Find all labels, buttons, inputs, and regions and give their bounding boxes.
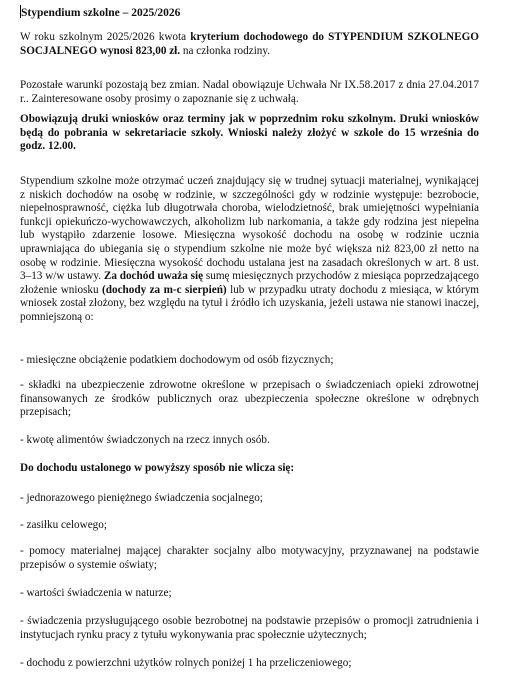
excluded-heading: Do dochodu ustalonego w powyższy sposób nie wlicza się:	[20, 462, 295, 474]
excluded-item: - wartości świadczenia w naturze;	[20, 587, 172, 599]
excluded-item: - jednorazowego pieniężnego świadczenia socjalnego;	[20, 492, 263, 504]
main-paragraph: Stypendium szkolne może otrzymać uczeń znajdujący się w trudnej sytuacji materialnej, wynikającej z niskich dochodów na osobę w rodzinie, w szczególności gdy w rodzinie występuje: bezrobocie, niepełnosprawność, ciężka lub długotrwała choroba, wielodzietność, brak umiejętności wypełniania funkcji opiekuńczo-wychowawczych, alkoholizm lub narkomania, a także gdy rodzina jest niepełna lub wystąpiło zdarzenie losowe. Miesięczna wysokość dochodu na osobę w rodzinie ucznia uprawniająca do ubiegania się o stypendium szkolne nie może być większa niż 823,00 zł netto na osobę w rodzinie. Miesięczna wysokość dochodu ustalana jest na zasadach określonych w art. 8 ust. 3–13 w/w ustawy. Za dochód uważa się sumę miesięcznych przychodów z miesiąca poprzedzającego złożenie wniosku (dochody za m-c sierpień) lub w przypadku utraty dochodu z miesiąca, w którym wniosek został złożony, bez względu na tytuł i źródło ich uzyskania, jeżeli ustawa nie stanowi inaczej, pomniejszoną o:	[20, 175, 479, 323]
deadline-paragraph: Obowiązują druki wniosków oraz terminy jak w poprzednim roku szkolnym. Druki wniosków będą do pobrania w sekretariacie szkoły. Wnioski należy złożyć w szkole do 15 września do godz. 12.00.	[20, 113, 479, 153]
reduction-item: - kwotę alimentów świadczonych na rzecz innych osób.	[20, 434, 270, 446]
document-title: Stypendium szkolne – 2025/2026	[21, 7, 181, 19]
reduction-item: - miesięczne obciążenie podatkiem dochodowym od osób fizycznych;	[20, 354, 334, 366]
intro-paragraph: W roku szkolnym 2025/2026 kwota kryterium dochodowego do STYPENDIUM SZKOLNEGO SOCJALNEGO wynosi 823,00 zł. na członka rodziny.	[20, 31, 479, 57]
rules-paragraph: Pozostałe warunki pozostają bez zmian. Nadal obowiązuje Uchwała Nr IX.58.2017 z dnia 27.04.2017 r.. Zainteresowane osoby prosimy o zapoznanie się z uchwałą.	[20, 79, 479, 105]
excluded-item: - zasiłku celowego;	[20, 519, 107, 531]
reduction-item: - składki na ubezpieczenie zdrowotne określone w przepisach o świadczeniach opieki zdrowotnej finansowanych ze środków publicznych oraz ubezpieczenia społeczne określone w odrębnych przepisach;	[20, 379, 479, 419]
excluded-item: - świadczenia przysługującego osobie bezrobotnej na podstawie przepisów o promocji zatrudnienia i instytucjach rynku pracy z tytułu wykonywania prac społecznie użytecznych;	[20, 615, 479, 641]
excluded-item: - dochodu z powierzchni użytków rolnych poniżej 1 ha przeliczeniowego;	[20, 657, 352, 669]
excluded-item: - pomocy materialnej mającej charakter socjalny albo motywacyjny, przyznawanej na podstawie przepisów o systemie oświaty;	[20, 545, 479, 571]
